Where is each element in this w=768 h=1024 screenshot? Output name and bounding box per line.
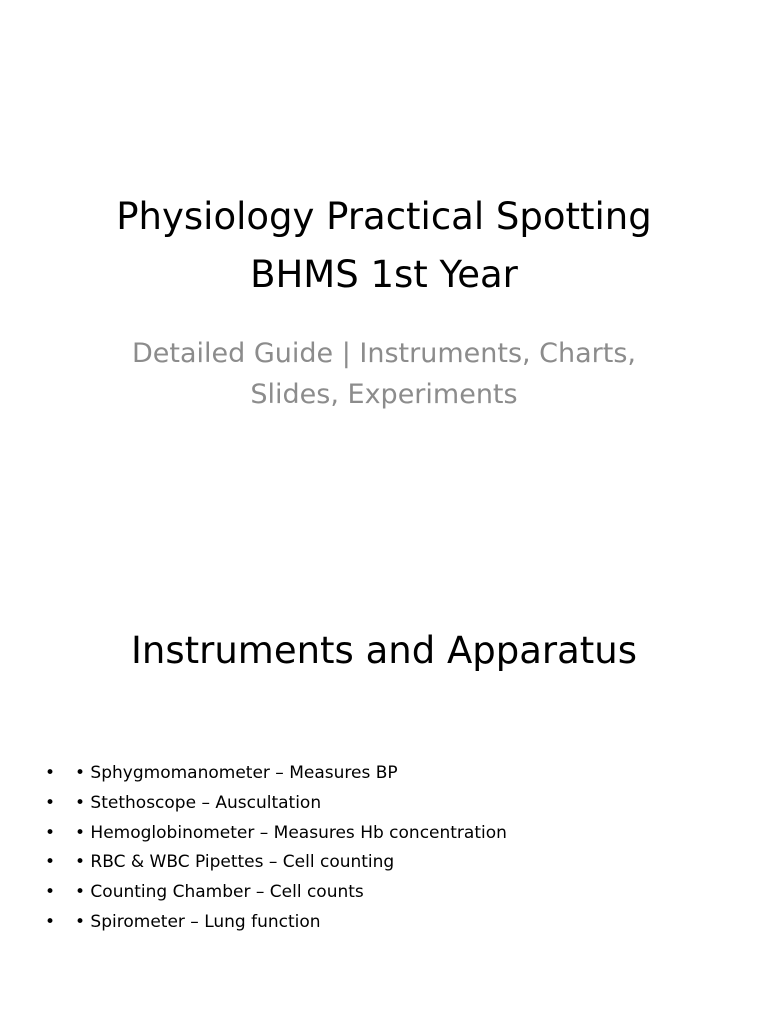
content-slide (0, 576, 768, 1024)
list-item-text: • Spirometer – Lung function (75, 911, 321, 932)
list-item (40, 759, 507, 789)
list-item (40, 789, 507, 819)
list-item (40, 819, 507, 849)
slide-subtitle-line: Detailed Guide | Instruments, Charts, (131, 338, 637, 369)
bullet-marker: • (45, 911, 56, 932)
list-item-text: • Counting Chamber – Cell counts (75, 882, 364, 903)
list-item-text: • RBC & WBC Pipettes – Cell counting (75, 852, 395, 873)
slide-subtitle (100, 333, 668, 415)
list-item-text: • Hemoglobinometer – Measures Hb concentration (75, 822, 507, 843)
slide-title-line: Physiology Practical Spotting (116, 195, 652, 238)
slide-title: Instruments and Apparatus (130, 629, 638, 672)
list-item-text: • Sphygmomanometer – Measures BP (75, 763, 398, 783)
slide-title-line: BHMS 1st Year (250, 253, 518, 296)
bullet-marker: • (45, 822, 56, 843)
bullet-list (40, 759, 507, 938)
list-item (40, 848, 507, 878)
bullet-marker: • (45, 882, 56, 903)
slide-title (0, 188, 768, 304)
list-item (40, 908, 507, 938)
slide-subtitle-line: Slides, Experiments (250, 379, 518, 410)
list-item-text: • Stethoscope – Auscultation (75, 792, 322, 813)
bullet-marker: • (45, 763, 56, 783)
bullet-marker: • (45, 792, 56, 813)
bullet-marker: • (45, 852, 56, 873)
list-item (40, 878, 507, 908)
